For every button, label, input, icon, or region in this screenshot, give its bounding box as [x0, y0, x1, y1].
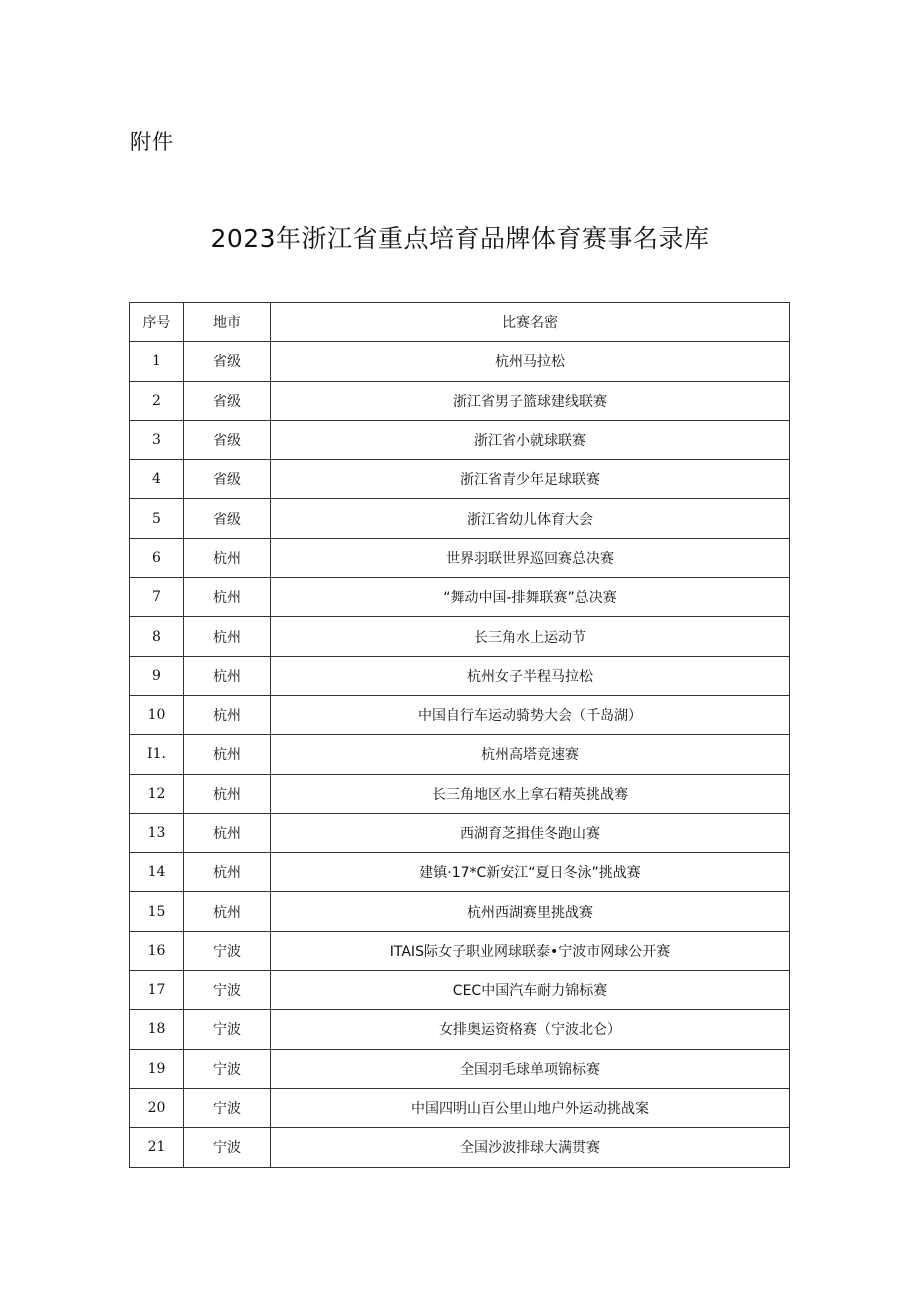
cell-serial-number: 4 — [130, 460, 184, 499]
cell-serial-number: 17 — [130, 971, 184, 1010]
cell-event-name: 浙江省幼儿体育大会 — [271, 499, 790, 538]
table-row — [130, 695, 790, 734]
cell-event-name: 浙江省男子篮球建线联赛 — [271, 381, 790, 420]
table-row — [130, 971, 790, 1010]
cell-serial-number: 19 — [130, 1049, 184, 1088]
page-title: 2023年浙江省重点培育品牌体育赛事名录库 — [210, 224, 710, 253]
cell-serial-number: 14 — [130, 853, 184, 892]
cell-city: 杭州 — [184, 617, 271, 656]
table-row — [130, 1128, 790, 1167]
cell-serial-number: 7 — [130, 578, 184, 617]
cell-city: 杭州 — [184, 774, 271, 813]
cell-event-name: 长三角水上运动节 — [271, 617, 790, 656]
cell-serial-number: 20 — [130, 1088, 184, 1127]
cell-city: 杭州 — [184, 853, 271, 892]
cell-city: 宁波 — [184, 1128, 271, 1167]
cell-event-name: 长三角地区水上拿石精英挑战骞 — [271, 774, 790, 813]
cell-event-name: 西湖育芝揖佳冬跑山赛 — [271, 813, 790, 852]
cell-serial-number: 16 — [130, 931, 184, 970]
cell-serial-number: 9 — [130, 656, 184, 695]
cell-event-name: 浙江省小就球联赛 — [271, 420, 790, 459]
cell-city: 杭州 — [184, 892, 271, 931]
table-header-row — [130, 303, 790, 342]
cell-serial-number: I1. — [130, 735, 184, 774]
cell-serial-number: 8 — [130, 617, 184, 656]
table-row — [130, 774, 790, 813]
header-city: 地市 — [184, 303, 271, 342]
cell-event-name: 女排奥运资格赛（宁波北仑） — [271, 1010, 790, 1049]
table-row — [130, 381, 790, 420]
table-row — [130, 420, 790, 459]
cell-city: 宁波 — [184, 1010, 271, 1049]
table-row — [130, 578, 790, 617]
cell-event-name: 浙江省青少年足球联赛 — [271, 460, 790, 499]
cell-city: 宁波 — [184, 1088, 271, 1127]
cell-city: 杭州 — [184, 656, 271, 695]
header-serial-number: 序号 — [130, 303, 184, 342]
cell-serial-number: 2 — [130, 381, 184, 420]
event-list-table — [129, 302, 790, 1168]
cell-serial-number: 1 — [130, 342, 184, 381]
cell-event-name: 杭州马拉松 — [271, 342, 790, 381]
table-row — [130, 538, 790, 577]
cell-event-name: ITAIS际女子职业网球联泰•宁波市网球公开赛 — [271, 931, 790, 970]
cell-event-name: 杭州高塔竞速赛 — [271, 735, 790, 774]
table-row — [130, 617, 790, 656]
cell-city: 杭州 — [184, 813, 271, 852]
table-row — [130, 813, 790, 852]
cell-event-name: 中国四明山百公里山地户外运动挑战案 — [271, 1088, 790, 1127]
table-row — [130, 460, 790, 499]
cell-event-name: “舞动中国-排舞联赛”总决赛 — [271, 578, 790, 617]
cell-event-name: 全国羽毛球单项锦标赛 — [271, 1049, 790, 1088]
cell-serial-number: 15 — [130, 892, 184, 931]
table-row — [130, 892, 790, 931]
cell-city: 省级 — [184, 342, 271, 381]
cell-event-name: 世界羽联世界巡回赛总决赛 — [271, 538, 790, 577]
cell-city: 杭州 — [184, 578, 271, 617]
table-row — [130, 735, 790, 774]
cell-event-name: 中国自行车运动骑势大会（千岛湖） — [271, 695, 790, 734]
cell-city: 杭州 — [184, 538, 271, 577]
cell-city: 宁波 — [184, 971, 271, 1010]
cell-serial-number: 18 — [130, 1010, 184, 1049]
cell-city: 省级 — [184, 499, 271, 538]
cell-event-name: 杭州西湖赛里挑战赛 — [271, 892, 790, 931]
cell-event-name: 全国沙波排球大满贯赛 — [271, 1128, 790, 1167]
table-row — [130, 1010, 790, 1049]
cell-event-name: 建镇·17*C新安江“夏日冬泳”挑战赛 — [271, 853, 790, 892]
table-row — [130, 342, 790, 381]
cell-serial-number: 12 — [130, 774, 184, 813]
table-row — [130, 853, 790, 892]
cell-city: 杭州 — [184, 735, 271, 774]
table-row — [130, 499, 790, 538]
cell-city: 杭州 — [184, 695, 271, 734]
attachment-label: 附件 — [130, 130, 174, 154]
cell-serial-number: 10 — [130, 695, 184, 734]
cell-city: 省级 — [184, 420, 271, 459]
table-row — [130, 1049, 790, 1088]
cell-event-name: 杭州女子半程马拉松 — [271, 656, 790, 695]
table-row — [130, 656, 790, 695]
cell-serial-number: 6 — [130, 538, 184, 577]
table-row — [130, 931, 790, 970]
cell-serial-number: 21 — [130, 1128, 184, 1167]
cell-serial-number: 13 — [130, 813, 184, 852]
cell-serial-number: 3 — [130, 420, 184, 459]
cell-city: 宁波 — [184, 1049, 271, 1088]
cell-event-name: CEC中国汽车耐力锦标赛 — [271, 971, 790, 1010]
header-event-name: 比赛名密 — [271, 303, 790, 342]
table-row — [130, 1088, 790, 1127]
cell-city: 省级 — [184, 381, 271, 420]
cell-city: 宁波 — [184, 931, 271, 970]
cell-city: 省级 — [184, 460, 271, 499]
table-body — [130, 342, 790, 1167]
cell-serial-number: 5 — [130, 499, 184, 538]
